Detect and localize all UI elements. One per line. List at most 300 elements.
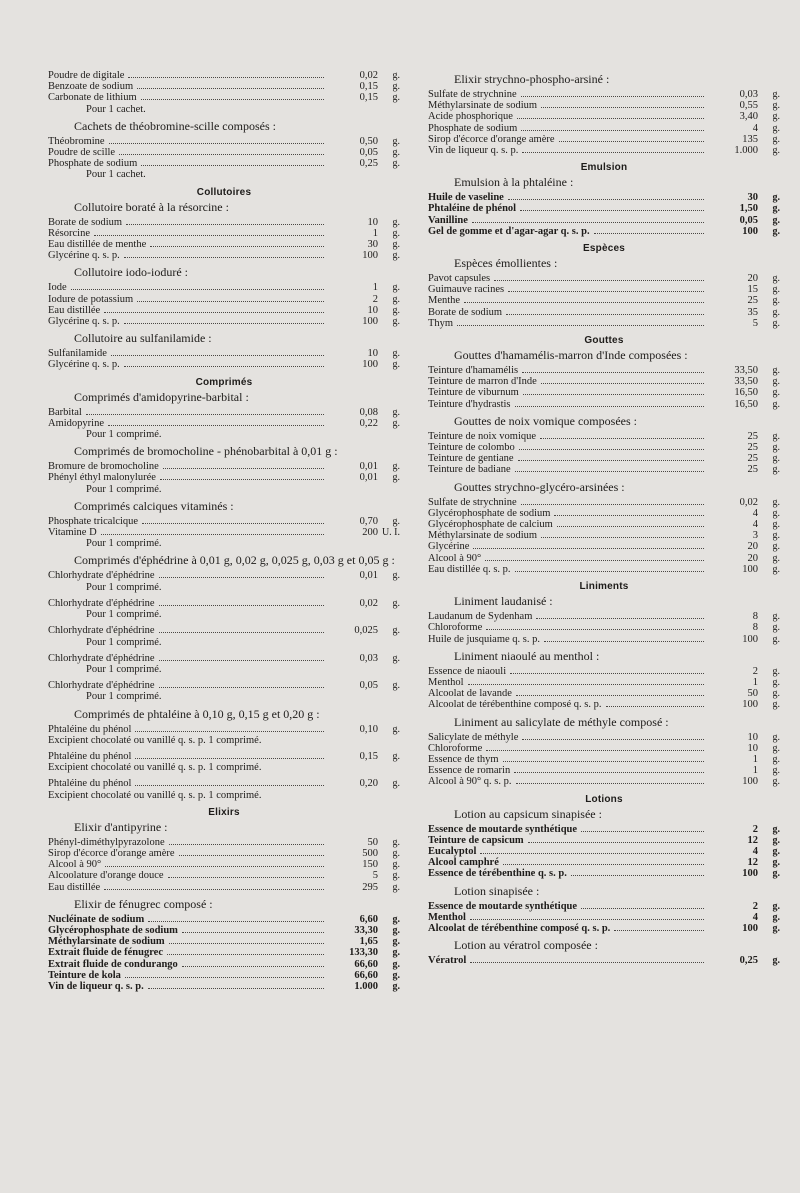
ingredient-row [48, 81, 400, 92]
section-heading: Collutoires [196, 186, 252, 198]
ingredient-quantity: 0,01 [359, 472, 378, 484]
ingredient-unit: g. [392, 70, 400, 81]
ingredient-name: Alcool camphré [428, 857, 499, 869]
ingredient-unit: g. [772, 145, 780, 157]
ingredient-unit: g. [392, 216, 400, 228]
ingredient-name: Essence de thym [428, 753, 499, 765]
ingredient-quantity: 25 [747, 430, 758, 442]
ingredient-quantity: 5 [372, 870, 378, 882]
ingredient-row [48, 472, 400, 483]
ingredient-row [428, 134, 780, 145]
ingredient-quantity: 66,60 [354, 958, 378, 970]
formula-title: Comprimés de phtaléine à 0,10 g, 0,15 g et 0,20 g : [74, 706, 320, 721]
formula [48, 266, 400, 327]
dot-leader [159, 687, 324, 688]
ingredient-unit: g. [772, 203, 780, 215]
ingredient-quantity: 135 [742, 133, 758, 145]
ingredient-quantity: 8 [752, 611, 758, 623]
ingredient-name: Phtaléine du phénol [48, 778, 132, 790]
formula-title: Elixir de fénugrec composé : [74, 896, 213, 911]
ingredient-name: Phtaléine du phénol [48, 723, 132, 735]
ingredient-unit: g. [392, 417, 400, 429]
dot-leader [515, 406, 704, 407]
formula-title: Lotion au vératrol composée : [454, 938, 598, 953]
dot-leader [124, 366, 324, 367]
ingredient-quantity: 10 [367, 216, 378, 228]
formula [428, 808, 780, 880]
dot-leader [94, 235, 324, 236]
ingredient-unit: g. [392, 282, 400, 294]
ingredient-quantity: 100 [742, 633, 758, 645]
ingredient-quantity: 0,05 [359, 147, 378, 159]
ingredient-row [428, 145, 780, 156]
dot-leader [516, 695, 704, 696]
ingredient-unit: g. [392, 147, 400, 159]
dot-leader [182, 966, 324, 967]
dot-leader [167, 954, 324, 955]
dot-leader [523, 394, 704, 395]
ingredient-name: Glycérine q. s. p. [48, 359, 120, 371]
dot-leader [135, 731, 324, 732]
ingredient-row [428, 442, 780, 453]
ingredient-name: Alcool à 90° q. s. p. [428, 776, 512, 788]
ingredient-row [48, 653, 400, 664]
ingredient-unit: g. [772, 765, 780, 777]
ingredient-quantity: 50 [367, 836, 378, 848]
formula-title: Liniment au salicylate de méthyle composé : [454, 714, 669, 729]
ingredient-unit: g. [772, 464, 780, 476]
ingredient-quantity: 1 [752, 753, 758, 765]
ingredient-row [48, 228, 400, 239]
formula [48, 653, 400, 675]
ingredient-row [428, 376, 780, 387]
dot-leader [520, 210, 704, 211]
ingredient-row [428, 318, 780, 329]
dot-leader [503, 864, 704, 865]
ingredient-row [48, 294, 400, 305]
formula-title: Cachets de théobromine-scille composés : [74, 118, 276, 133]
ingredient-row [48, 348, 400, 359]
ingredient-row [428, 564, 780, 575]
dot-leader [104, 889, 324, 890]
dot-leader [557, 526, 704, 527]
ingredient-name: Vératrol [428, 955, 467, 967]
ingredient-unit: g. [772, 496, 780, 508]
ingredient-row [428, 192, 780, 203]
ingredient-row [428, 453, 780, 464]
formula-title: Espèces émollientes : [454, 256, 558, 271]
ingredient-quantity: 0,25 [739, 955, 758, 967]
ingredient-name: Borate de sodium [48, 216, 123, 228]
ingredient-quantity: 10 [747, 731, 758, 743]
ingredient-unit: g. [772, 317, 780, 329]
ingredient-row [48, 407, 400, 418]
ingredient-quantity: 10 [367, 304, 378, 316]
ingredient-quantity: 1.000 [734, 145, 758, 157]
ingredient-unit: g. [772, 665, 780, 677]
ingredient-name: Alcool à 90° [428, 552, 482, 564]
dot-leader [536, 618, 704, 619]
dot-leader [109, 143, 324, 144]
ingredient-row [48, 570, 400, 581]
ingredient-unit: g. [772, 133, 780, 145]
ingredient-name: Glycérophosphate de sodium [48, 924, 178, 936]
ingredient-row [48, 316, 400, 327]
ingredient-name: Eau distillée [48, 304, 101, 316]
ingredient-name: Teinture de kola [48, 969, 121, 981]
ingredient-quantity: 2 [752, 900, 758, 912]
ingredient-name: Phényl éthyl malonylurée [48, 472, 156, 484]
dot-leader [540, 438, 704, 439]
dot-leader [581, 831, 704, 832]
dot-leader [559, 141, 704, 142]
ingredient-name: Chlorhydrate d'éphédrine [48, 680, 155, 692]
formula-title: Emulsion à la phtaléine : [454, 175, 574, 190]
ingredient-row [428, 111, 780, 122]
ingredient-name: Teinture de colombo [428, 442, 515, 454]
dot-leader [494, 280, 704, 281]
dot-leader [519, 449, 704, 450]
ingredient-row [48, 282, 400, 293]
dot-leader [522, 152, 704, 153]
ingredient-quantity: 0,03 [359, 652, 378, 664]
dot-leader [571, 875, 704, 876]
ingredient-unit: g. [392, 969, 400, 981]
ingredient-name: Sirop d'écorce d'orange amère [428, 133, 555, 145]
dot-leader [518, 460, 704, 461]
ingredient-name: Carbonate de lithium [48, 92, 137, 104]
formula [48, 120, 400, 181]
ingredient-name: Phényl-diméthylpyrazolone [48, 836, 165, 848]
ingredient-name: Essence de térébenthine q. s. p. [428, 868, 567, 880]
ingredient-name: Vanilline [428, 214, 468, 226]
ingredient-unit: g. [772, 122, 780, 134]
ingredient-row [428, 399, 780, 410]
ingredient-name: Alcoolat de térébenthine composé q. s. p. [428, 699, 602, 711]
ingredient-quantity: 33,30 [354, 924, 378, 936]
ingredient-row [48, 418, 400, 429]
dose-note: Pour 1 cachet. [86, 169, 146, 181]
ingredient-row [428, 215, 780, 226]
dot-leader [137, 301, 324, 302]
ingredient-name: Thym [428, 317, 454, 329]
formula [428, 176, 780, 237]
excipient-line: Excipient chocolaté ou vanillé q. s. p. 1 comprimé. [48, 734, 262, 746]
ingredient-name: Chlorhydrate d'éphédrine [48, 652, 155, 664]
ingredient-quantity: 1 [372, 282, 378, 294]
ingredient-unit: g. [392, 406, 400, 418]
ingredient-quantity: 0,05 [739, 214, 758, 226]
ingredient-quantity: 100 [362, 359, 378, 371]
ingredient-name: Nucléinate de sodium [48, 913, 145, 925]
formula-title: Collutoire boraté à la résorcine : [74, 199, 229, 214]
section-heading: Gouttes [584, 335, 624, 347]
ingredient-row [48, 848, 400, 859]
ingredient-quantity: 30 [747, 192, 758, 204]
ingredient-row [48, 516, 400, 527]
dot-leader [111, 355, 324, 356]
ingredient-name: Phosphate de sodium [428, 122, 518, 134]
dot-leader [168, 877, 324, 878]
dot-leader [517, 118, 704, 119]
dot-leader [101, 534, 324, 535]
ingredient-quantity: 12 [747, 834, 758, 846]
ingredient-name: Teinture d'hydrastis [428, 398, 511, 410]
ingredient-row [48, 882, 400, 893]
ingredient-unit: g. [772, 530, 780, 542]
formula [48, 554, 400, 592]
ingredient-unit: g. [772, 742, 780, 754]
formula-title: Elixir d'antipyrine : [74, 819, 168, 834]
ingredient-unit: g. [772, 89, 780, 100]
ingredient-quantity: 2 [752, 665, 758, 677]
ingredient-row [428, 226, 780, 237]
ingredient-unit: g. [392, 680, 400, 692]
ingredient-unit: g. [392, 913, 400, 925]
dot-leader [71, 289, 324, 290]
dot-leader [522, 739, 704, 740]
ingredient-row [428, 123, 780, 134]
formula [48, 708, 400, 746]
ingredient-row [428, 765, 780, 776]
ingredient-name: Chloroforme [428, 622, 483, 634]
ingredient-unit: g. [772, 541, 780, 553]
dot-leader [137, 88, 324, 89]
ingredient-name: Essence de niaouli [428, 665, 507, 677]
dose-note: Pour 1 cachet. [86, 103, 146, 115]
ingredient-name: Teinture de gentiane [428, 453, 514, 465]
ingredient-name: Eau distillée de menthe [48, 239, 147, 251]
ingredient-quantity: 150 [362, 859, 378, 871]
ingredient-quantity: 100 [362, 250, 378, 262]
formula-title: Gouttes de noix vomique composées : [454, 413, 637, 428]
ingredient-row [428, 387, 780, 398]
ingredient-quantity: 20 [747, 273, 758, 285]
ingredient-row [428, 754, 780, 765]
ingredient-unit: g. [772, 453, 780, 465]
ingredient-row [48, 914, 400, 925]
excipient-line: Excipient chocolaté ou vanillé q. s. p. 1 comprimé. [48, 789, 262, 801]
ingredient-quantity: 3 [752, 530, 758, 542]
ingredient-unit: g. [772, 192, 780, 204]
dot-leader [119, 154, 324, 155]
ingredient-quantity: 133,30 [349, 947, 378, 959]
dot-leader [159, 632, 324, 633]
excipient-line: Excipient chocolaté ou vanillé q. s. p. 1 comprimé. [48, 762, 262, 774]
ingredient-name: Vitamine D [48, 527, 97, 539]
ingredient-unit: g. [392, 472, 400, 484]
ingredient-row [428, 284, 780, 295]
ingredient-name: Huile de vaseline [428, 192, 504, 204]
ingredient-quantity: 0,02 [359, 597, 378, 609]
formula [428, 939, 780, 966]
formula [48, 680, 400, 702]
dot-leader [141, 165, 324, 166]
ingredient-name: Eucalyptol [428, 845, 477, 857]
ingredient-row [48, 527, 400, 538]
ingredient-row [428, 743, 780, 754]
ingredient-row [428, 431, 780, 442]
ingredient-unit: g. [392, 135, 400, 147]
ingredient-name: Glycérine q. s. p. [48, 316, 120, 328]
ingredient-quantity: 5 [752, 317, 758, 329]
ingredient-row [428, 912, 780, 923]
ingredient-row [428, 732, 780, 743]
ingredient-quantity: 0,08 [359, 406, 378, 418]
ingredient-name: Méthylarsinate de sodium [48, 936, 165, 948]
dot-leader [541, 107, 704, 108]
ingredient-unit: g. [772, 376, 780, 388]
ingredient-unit: g. [392, 597, 400, 609]
dot-leader [105, 866, 324, 867]
dot-leader [614, 930, 704, 931]
ingredient-name: Essence de moutarde synthétique [428, 900, 578, 912]
ingredient-unit: g. [392, 348, 400, 360]
formula [48, 391, 400, 441]
ingredient-row [428, 273, 780, 284]
ingredient-row [48, 870, 400, 881]
ingredient-row [428, 497, 780, 508]
formula [48, 625, 400, 647]
ingredient-quantity: 0,025 [354, 625, 378, 637]
section-heading: Emulsion [580, 162, 628, 174]
ingredient-quantity: 100 [742, 563, 758, 575]
ingredient-unit: g. [772, 845, 780, 857]
ingredient-quantity: 2 [372, 293, 378, 305]
ingredient-unit: g. [392, 778, 400, 790]
ingredient-row [428, 868, 780, 879]
ingredient-quantity: 8 [752, 622, 758, 634]
dot-leader [179, 855, 324, 856]
ingredient-unit: g. [392, 652, 400, 664]
ingredient-unit: g. [772, 398, 780, 410]
dot-leader [485, 560, 704, 561]
ingredient-quantity: 100 [742, 776, 758, 788]
ingredient-row [428, 89, 780, 100]
ingredient-unit: g. [392, 316, 400, 328]
ingredient-quantity: 1 [752, 676, 758, 688]
ingredient-name: Poudre de digitale [48, 70, 125, 81]
formula [428, 481, 780, 575]
ingredient-row [48, 239, 400, 250]
ingredient-row [428, 203, 780, 214]
ingredient-quantity: 30 [367, 239, 378, 251]
ingredient-unit: g. [772, 611, 780, 623]
ingredient-name: Teinture de marron d'Inde [428, 376, 537, 388]
dot-leader [124, 257, 324, 258]
dot-leader [522, 372, 704, 373]
dot-leader [515, 571, 704, 572]
ingredient-unit: g. [772, 823, 780, 835]
ingredient-name: Eau distillée q. s. p. [428, 563, 511, 575]
dot-leader [470, 919, 704, 920]
ingredient-unit: g. [392, 293, 400, 305]
ingredient-name: Huile de jusquiame q. s. p. [428, 633, 540, 645]
formula [428, 595, 780, 645]
ingredient-quantity: 20 [747, 552, 758, 564]
ingredient-unit: g. [772, 731, 780, 743]
ingredient-row [428, 688, 780, 699]
dot-leader [541, 537, 704, 538]
dot-leader [464, 302, 704, 303]
ingredient-row [428, 611, 780, 622]
ingredient-row [48, 859, 400, 870]
ingredient-name: Extrait fluide de fénugrec [48, 947, 163, 959]
ingredient-quantity: 16,50 [734, 387, 758, 399]
formula [428, 257, 780, 329]
ingredient-row [428, 530, 780, 541]
ingredient-name: Alcoolat de lavande [428, 688, 512, 700]
dot-leader [516, 783, 704, 784]
ingredient-quantity: 0,20 [359, 778, 378, 790]
ingredient-unit: g. [392, 936, 400, 948]
dot-leader [594, 233, 704, 234]
ingredient-unit: g. [392, 980, 400, 992]
ingredient-row [48, 925, 400, 936]
ingredient-unit: g. [392, 158, 400, 170]
dot-leader [510, 673, 704, 674]
ingredient-quantity: 1,65 [359, 936, 378, 948]
dot-leader [480, 853, 704, 854]
ingredient-row [48, 217, 400, 228]
ingredient-quantity: 0,05 [359, 680, 378, 692]
ingredient-name: Pavot capsules [428, 273, 491, 285]
ingredient-row [428, 776, 780, 787]
ingredient-row [428, 677, 780, 688]
ingredient-row [428, 923, 780, 934]
ingredient-unit: g. [392, 227, 400, 239]
ingredient-name: Barbital [48, 406, 82, 418]
ingredient-quantity: 20 [747, 541, 758, 553]
section-heading: Elixirs [208, 806, 240, 818]
dot-leader [503, 761, 704, 762]
ingredient-name: Phosphate tricalcique [48, 515, 139, 527]
dot-leader [468, 684, 704, 685]
ingredient-unit: g. [392, 947, 400, 959]
dot-leader [125, 977, 324, 978]
formula-title: Liniment laudanisé : [454, 594, 553, 609]
ingredient-name: Phosphate de sodium [48, 158, 138, 170]
dot-leader [163, 468, 324, 469]
formula [48, 201, 400, 262]
ingredient-name: Teinture de viburnum [428, 387, 519, 399]
dot-leader [472, 222, 704, 223]
ingredient-name: Alcoolat de térébenthine composé q. s. p. [428, 922, 611, 934]
ingredient-quantity: 100 [742, 699, 758, 711]
formula-title: Elixir strychno-phospho-arsiné : [454, 72, 610, 86]
ingredient-name: Menthol [428, 676, 464, 688]
ingredient-unit: g. [772, 273, 780, 285]
dot-leader [169, 844, 324, 845]
ingredient-name: Chlorhydrate d'éphédrine [48, 597, 155, 609]
ingredient-row [428, 857, 780, 868]
formula-title: Liniment niaoulé au menthol : [454, 648, 600, 663]
formula [48, 445, 400, 495]
ingredient-row [48, 598, 400, 609]
dot-leader [108, 425, 324, 426]
ingredient-unit: g. [772, 387, 780, 399]
ingredient-name: Eau distillée [48, 881, 101, 893]
ingredient-name: Menthe [428, 295, 461, 307]
formula [428, 716, 780, 788]
ingredient-name: Sulfate de strychnine [428, 496, 517, 508]
ingredient-row [48, 359, 400, 370]
ingredient-quantity: 4 [752, 122, 758, 134]
formula-title: Comprimés d'éphédrine à 0,01 g, 0,02 g, 0,025 g, 0,03 g et 0,05 g : [74, 553, 395, 568]
ingredient-name: Gel de gomme et d'agar-agar q. s. p. [428, 225, 590, 237]
dose-note: Pour 1 comprimé. [86, 663, 162, 675]
ingredient-unit: g. [772, 100, 780, 112]
